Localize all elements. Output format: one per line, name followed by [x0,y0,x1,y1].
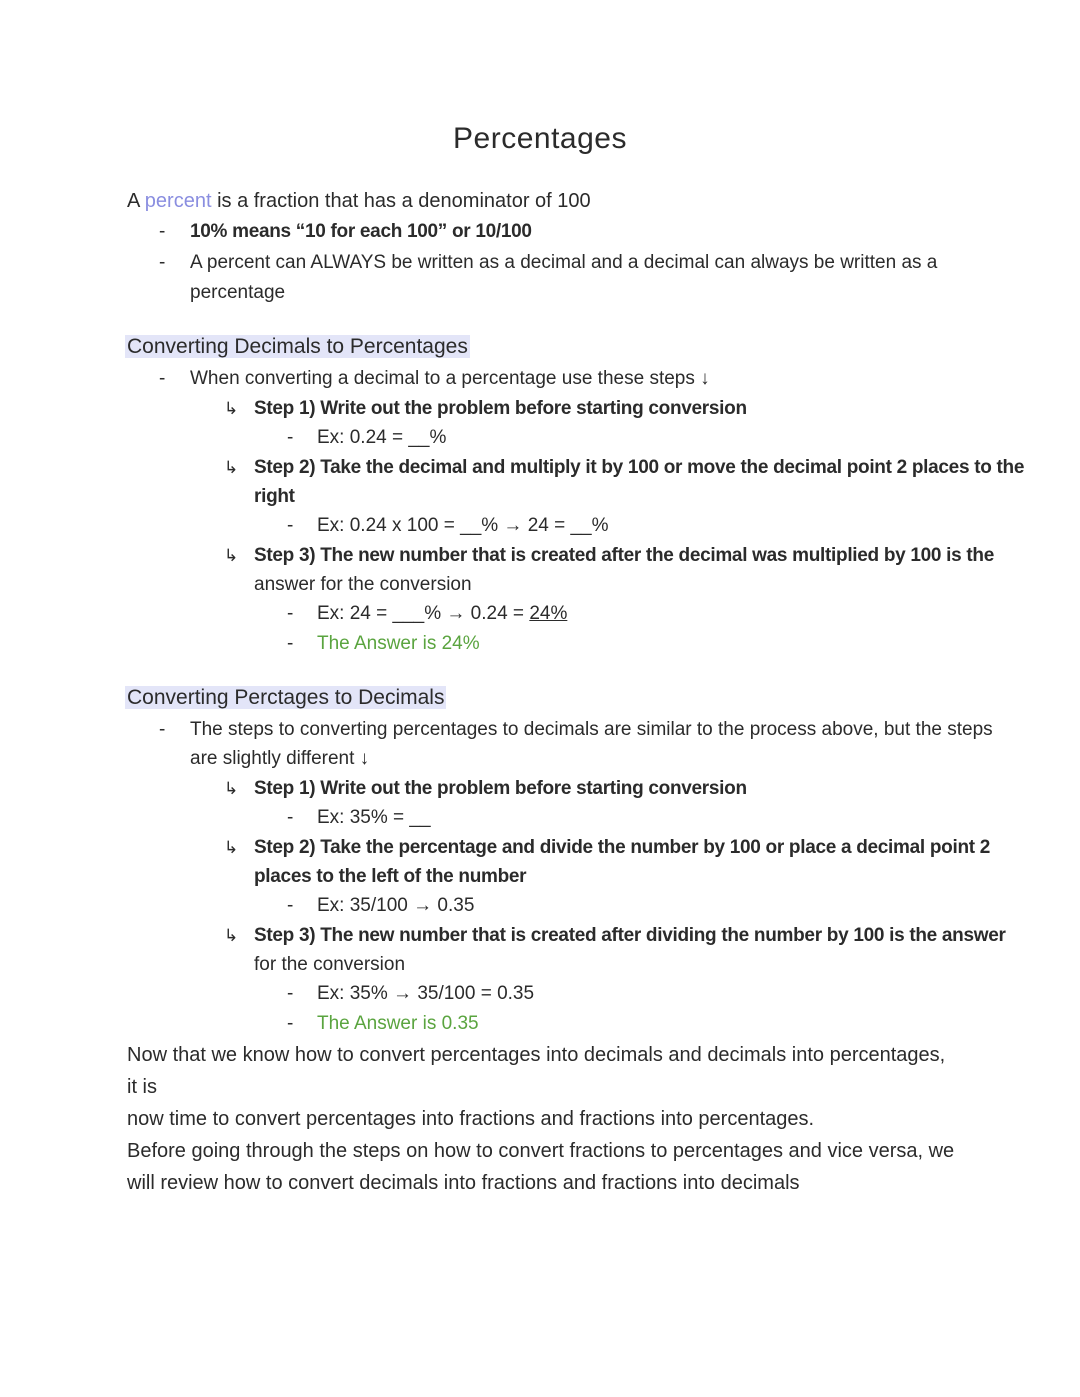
section2-step3-cont: for the conversion [254,954,406,975]
section1-ex3-answer: 24% [529,603,568,624]
section1-step2-cont: right [254,486,295,507]
section2-step2-cont: places to the left of the number [254,866,527,887]
section2-step2: Step 2) Take the percentage and divide the number by 100 or place a decimal point 2 [254,837,991,858]
section2-answer: The Answer is 0.35 [317,1013,479,1034]
closing-paragraph-1-line-1: Now that we know how to convert percentages into decimals and decimals into percentages, it is [127,1044,946,1098]
section1-answer: The Answer is 24% [317,633,480,654]
percent-term: percent [144,190,212,212]
step-arrow-icon: ↳ [224,838,239,857]
bullet-dash: - [287,1013,294,1034]
section1-step3: Step 3) The new number that is created after the decimal was multiplied by 100 is the [254,545,994,566]
section1-ex3 [317,599,567,629]
section2-heading [125,683,446,714]
step-arrow-icon: ↳ [224,926,239,945]
section2-step3: Step 3) The new number that is created after dividing the number by 100 is the answer [254,925,1006,946]
intro-prefix: A [127,190,145,212]
section2-heading-text: Converting Perctages to Decimals [127,686,445,709]
bullet-dash: - [287,603,294,624]
bullet-dash: - [287,633,294,654]
bullet-dash: - [159,368,166,389]
section1-lead: When converting a decimal to a percentage use these steps ↓ [190,368,710,389]
closing-paragraph-1-line-2: now time to convert percentages into fractions and fractions into percentages. [127,1108,815,1130]
closing-paragraph-2-line-1: Before going through the steps on how to convert fractions to percentages and vice versa, we [127,1140,955,1162]
bullet-dash: - [159,719,166,740]
section1-heading-text: Converting Decimals to Percentages [127,335,468,358]
intro-bullet-2-cont: percentage [190,282,286,303]
step-arrow-icon: ↳ [224,546,239,565]
bullet-dash: - [287,895,294,916]
section2-step1: Step 1) Write out the problem before starting conversion [254,778,747,799]
closing-paragraph-2-line-2: will review how to convert decimals into fractions and fractions into decimals [127,1172,800,1194]
section2-ex1: Ex: 35% = __ [317,807,431,828]
section1-ex1: Ex: 0.24 = __% [317,427,447,448]
intro-bullet-1: 10% means “10 for each 100” or 10/100 [190,221,532,242]
bullet-dash: - [287,983,294,1004]
intro-bullet-2: A percent can ALWAYS be written as a decimal and a decimal can always be written as a [190,252,938,273]
bullet-dash: - [287,515,294,536]
bullet-dash: - [287,807,294,828]
section1-step1: Step 1) Write out the problem before starting conversion [254,398,747,419]
section1-step2: Step 2) Take the decimal and multiply it by 100 or move the decimal point 2 places to the [254,457,1025,478]
section2-lead: The steps to converting percentages to decimals are similar to the process above, but the steps [190,719,993,740]
bullet-dash: - [287,427,294,448]
bullet-dash: - [159,221,166,242]
section1-ex2: Ex: 0.24 x 100 = __% → 24 = __% [317,515,609,536]
page-title: Percentages [453,122,627,155]
section2-ex2: Ex: 35/100 → 0.35 [317,895,475,916]
bullet-dash: - [159,252,166,273]
section2-lead-cont: are slightly different ↓ [190,748,370,769]
closing-paragraph-2 [127,1135,957,1199]
step-arrow-icon: ↳ [224,779,239,798]
step-arrow-icon: ↳ [224,399,239,418]
intro-definition [127,186,591,216]
section1-ex3-text: Ex: 24 = ___% → 0.24 = [317,603,530,624]
section1-heading [125,332,470,363]
intro-suffix: is a fraction that has a denominator of 100 [211,190,591,212]
step-arrow-icon: ↳ [224,458,239,477]
section2-ex3: Ex: 35% → 35/100 = 0.35 [317,983,535,1004]
closing-paragraph-1 [127,1039,957,1135]
section1-step3-cont: answer for the conversion [254,574,472,595]
